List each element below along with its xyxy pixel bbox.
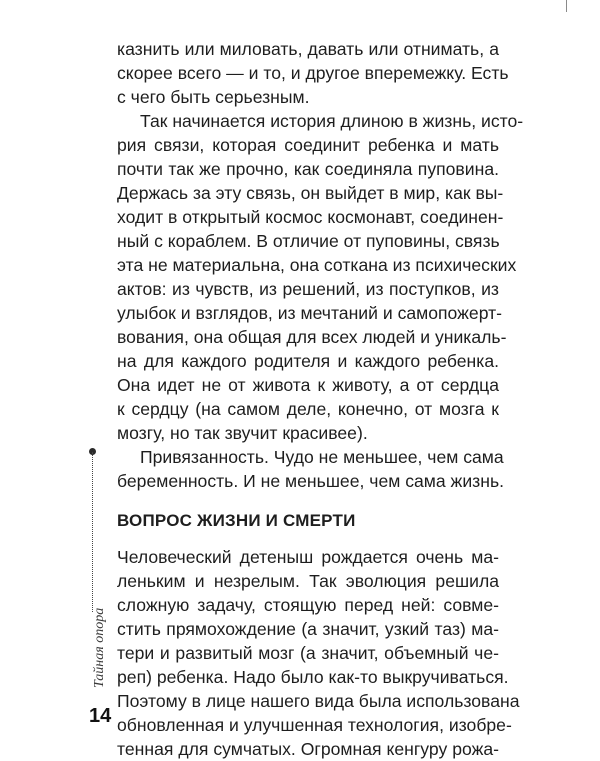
text-line: реп) ребенка. Надо было как-то выкручиваться. [117,667,509,687]
text-line: мозгу, но так звучит красивее). [117,423,368,443]
text-line: с чего быть серьезным. [117,87,310,107]
page-number: 14 [89,705,112,727]
text-line: улыбок и взглядов, из мечтаний и самопожерт- [117,303,503,323]
text-line: тенная для сумчатых. Огромная кенгуру рожа- [117,739,499,759]
section-heading: ВОПРОС ЖИЗНИ И СМЕРТИ [117,511,356,530]
page-edge-line [566,0,567,12]
text-line: беременность. И не меньшее, чем сама жизнь. [117,471,504,491]
text-line: рия связи, которая соединит ребенка и мать [117,135,499,155]
text-line: сложную задачу, стоящую перед ней: совме- [117,595,499,615]
text-line: леньким и незрелым. Так эволюция решила [117,571,499,591]
margin-dotted-rule [92,452,93,612]
text-line: Привязанность. Чудо не меньшее, чем сама [140,447,504,467]
text-line: почти так же прочно, как соединяла пуповина. [117,159,499,179]
text-line: ходит в открытый космос космонавт, соединен- [117,207,504,227]
text-line: обновленная и улучшенная технология, изобре- [117,715,512,735]
text-line: тери и развитый мозг (а значит, объемный че- [117,643,499,663]
text-line: ный с кораблем. В отличие от пуповины, связь [117,231,500,251]
text-line: на для каждого родителя и каждого ребенка. [117,351,499,371]
body-text [117,37,524,761]
text-line: Так начинается история длиною в жизнь, исто- [140,111,524,131]
text-line: стить прямохождение (а значит, узкий таз) ма- [117,619,499,639]
text-line: Человеческий детеныш рождается очень ма- [117,547,499,567]
running-title: Тайная опора [92,607,107,688]
text-line: скорее всего — и то, и другое вперемежку. Есть [117,63,509,83]
text-line: казнить или миловать, давать или отнимать, а [117,39,499,59]
text-line: к сердцу (на самом деле, конечно, от мозга к [117,399,499,419]
text-line: эта не материальна, она соткана из психических [117,255,517,275]
text-line: Она идет не от живота к животу, а от сердца [117,375,499,395]
text-line: Поэтому в лице нашего вида была использована [117,691,520,711]
text-line: Держась за эту связь, он выйдет в мир, как вы- [117,183,504,203]
text-line: актов: из чувств, из решений, из поступков, из [117,279,499,299]
text-line: вования, она общая для всех людей и уникаль- [117,327,507,347]
